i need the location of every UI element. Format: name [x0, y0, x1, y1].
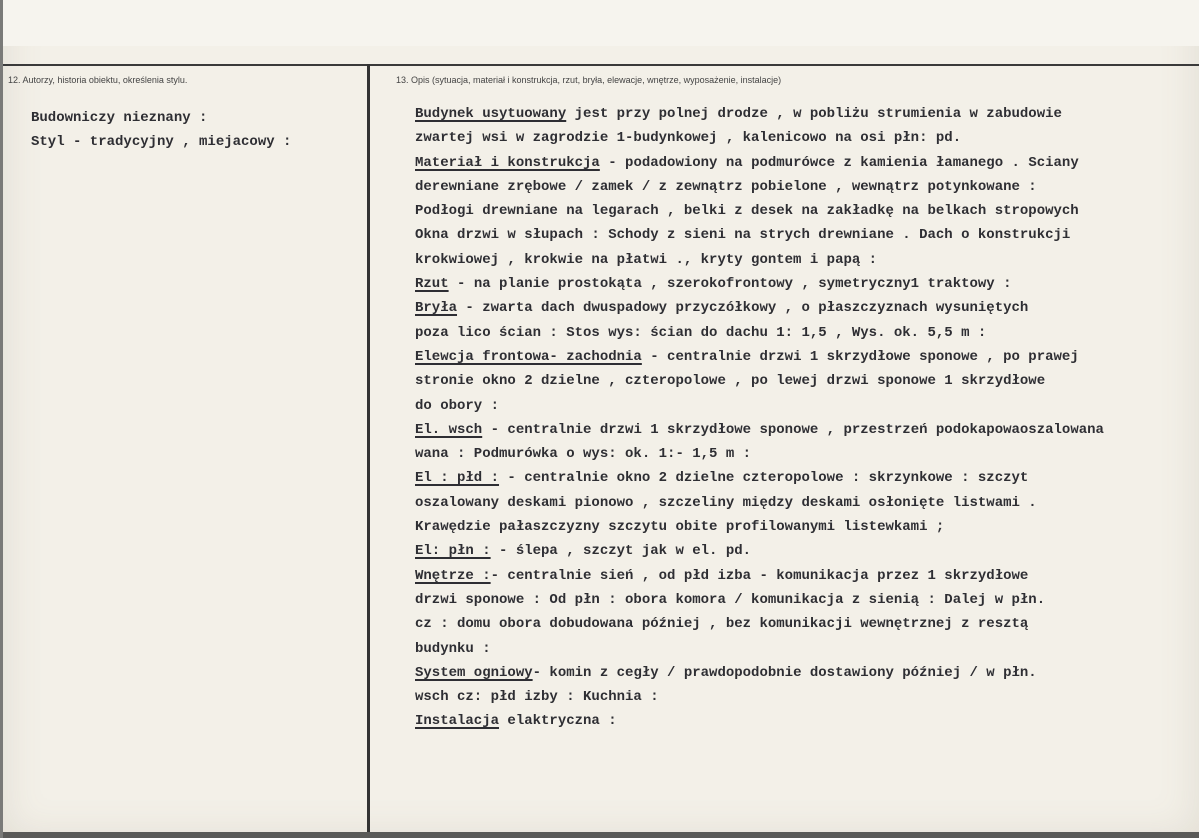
description-line — [415, 175, 1104, 199]
description-line — [415, 442, 1104, 466]
description-line — [415, 272, 1104, 296]
line-text: wana : Podmurówka o wys: ok. 1:- 1,5 m : — [415, 446, 752, 463]
column-divider — [367, 64, 370, 838]
section-heading: Rzut — [415, 276, 449, 293]
header-rule — [3, 64, 1199, 66]
section-heading: Bryła — [415, 300, 458, 317]
line-text: do obory : — [415, 397, 500, 414]
description-line — [415, 345, 1104, 369]
section-13-body — [415, 102, 1104, 734]
line-text: zwartej wsi w zagrodzie 1-budynkowej , kalenicowo na osi płn: pd. — [415, 130, 962, 147]
line-text: - podadowiony na podmurówce z kamienia łamanego . Sciany — [599, 154, 1079, 171]
section-heading: Materiał i konstrukcja — [415, 154, 600, 171]
line-text: derewniane zrębowe / zamek / z zewnątrz pobielone , wewnątrz potynkowane : — [415, 178, 1037, 195]
description-line — [415, 248, 1104, 272]
line-text: cz : domu obora dobudowana później , bez komunikacji wewnętrznej z resztą — [415, 616, 1029, 633]
line-text: budynku : — [415, 640, 491, 657]
line-text: Okna drzwi w słupach : Schody z sieni na strych drewniane . Dach o konstrukcji — [415, 227, 1071, 244]
document-sheet — [3, 0, 1199, 838]
description-line — [415, 199, 1104, 223]
line-text: - centralnie drzwi 1 skrzydłowe sponowe , przestrzeń podokapowaoszalowana — [482, 421, 1104, 438]
description-line — [415, 612, 1104, 636]
description-line — [415, 102, 1104, 126]
description-line — [415, 661, 1104, 685]
line-text: wsch cz: płd izby : Kuchnia : — [415, 689, 659, 706]
description-line — [415, 223, 1104, 247]
section-heading: System ogniowy — [415, 664, 533, 681]
description-line — [415, 491, 1104, 515]
description-line — [415, 418, 1104, 442]
section-heading: El : płd : — [415, 470, 500, 487]
section-heading: Wnętrze : — [415, 567, 491, 584]
description-line — [415, 637, 1104, 661]
left-line: Styl - tradycyjny , miejacowy : — [31, 134, 292, 150]
description-line — [415, 588, 1104, 612]
description-line — [415, 296, 1104, 320]
section-heading: Elewcja frontowa- zachodnia — [415, 348, 642, 365]
section-12-header: 12. Autorzy, historia obiektu, określenia stylu. — [8, 75, 188, 85]
line-text: stronie okno 2 dzielne , czteropolowe , po lewej drzwi sponowe 1 skrzydłowe — [415, 373, 1046, 390]
section-12-body — [31, 106, 291, 154]
line-text: - komin z cegły / prawdopodobnie dostawiony później / w płn. — [532, 664, 1037, 681]
line-text: - centralnie sień , od płd izba - komunikacja przez 1 skrzydłowe — [490, 567, 1029, 584]
top-margin — [3, 0, 1199, 46]
line-text: oszalowany deskami pionowo , szczeliny między deskami osłonięte listwami . — [415, 494, 1037, 511]
line-text: Krawędzie pałaszczyzny szczytu obite profilowanymi listewkami ; — [415, 519, 945, 536]
section-heading: Budynek usytuowany — [415, 106, 567, 122]
line-text: poza lico ścian : Stos wys: ścian do dachu 1: 1,5 , Wys. ok. 5,5 m : — [415, 324, 987, 341]
description-line — [415, 321, 1104, 345]
description-line — [415, 685, 1104, 709]
line-text: - zwarta dach dwuspadowy przyczółkowy , o płaszczyznach wysuniętych — [457, 300, 1029, 317]
description-line — [415, 709, 1104, 733]
section-heading: El. wsch — [415, 421, 483, 438]
scan-edge — [3, 832, 1199, 838]
description-line — [415, 369, 1104, 393]
line-text: elaktryczna : — [499, 713, 617, 730]
line-text: jest przy polnej drodze , w pobliżu strumienia w zabudowie — [566, 106, 1062, 122]
line-text: krokwiowej , krokwie na płatwi ., kryty gontem i papą : — [415, 251, 878, 268]
description-line — [415, 394, 1104, 418]
description-line — [415, 539, 1104, 563]
line-text: - ślepa , szczyt jak w el. pd. — [490, 543, 752, 560]
description-line — [415, 151, 1104, 175]
line-text: Podłogi drewniane na legarach , belki z desek na zakładkę na belkach stropowych — [415, 203, 1079, 220]
line-text: - na planie prostokąta , szerokofrontowy , symetryczny1 traktowy : — [448, 276, 1012, 293]
description-line — [415, 564, 1104, 588]
line-text: - centralnie drzwi 1 skrzydłowe sponowe , po prawej — [641, 348, 1079, 365]
section-heading: Instalacja — [415, 713, 500, 730]
description-line — [415, 466, 1104, 490]
left-line: Budowniczy nieznany : — [31, 110, 208, 126]
section-13-header: 13. Opis (sytuacja, materiał i konstrukcja, rzut, bryła, elewacje, wnętrze, wyposażenie, instalacje) — [396, 75, 782, 85]
line-text: - centralnie okno 2 dzielne czteropolowe : skrzynkowe : szczyt — [499, 470, 1029, 487]
description-line — [415, 515, 1104, 539]
line-text: drzwi sponowe : Od płn : obora komora / komunikacja z sienią : Dalej w płn. — [415, 591, 1046, 608]
section-heading: El: płn : — [415, 543, 491, 560]
description-line — [415, 126, 1104, 150]
